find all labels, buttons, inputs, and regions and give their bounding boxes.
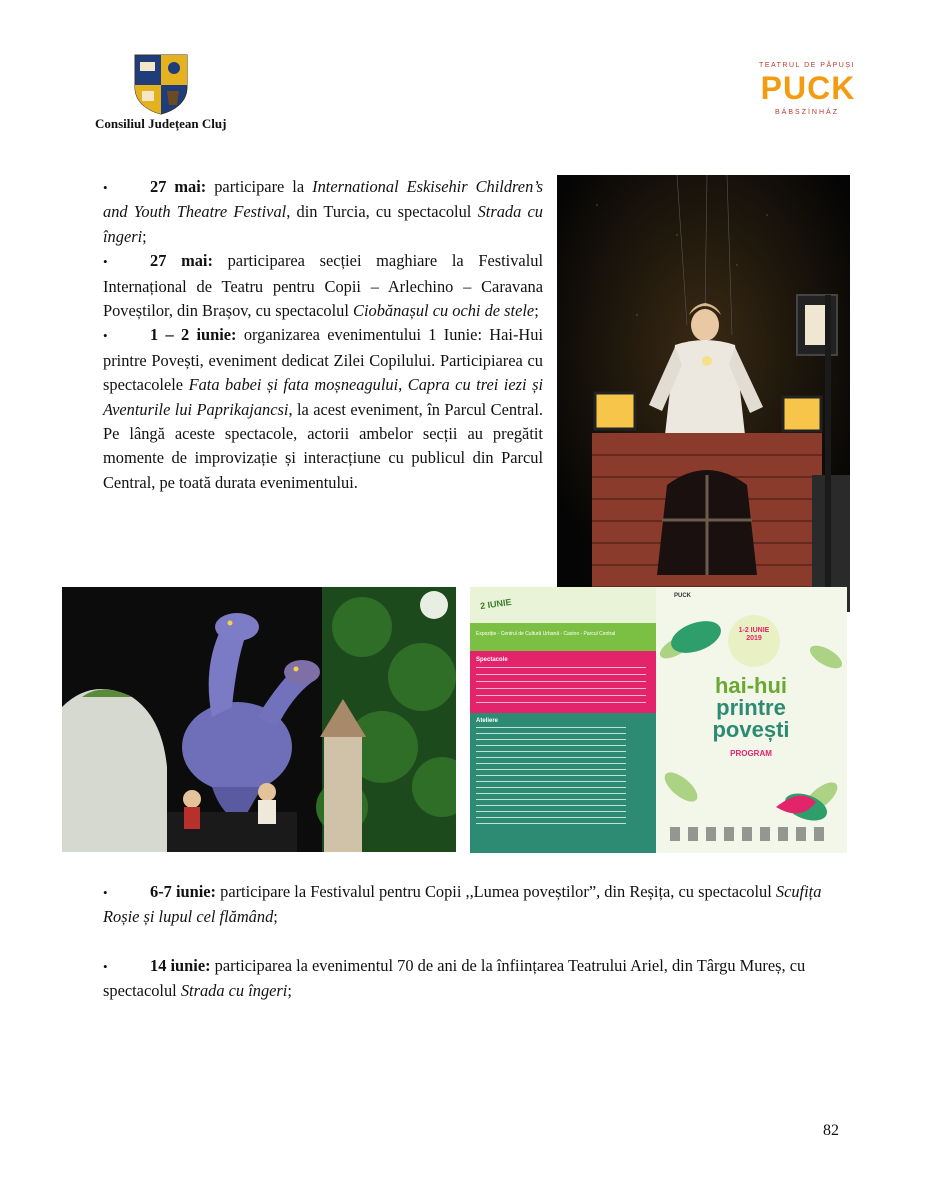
title-italic: Ciobănașul cu ochi de stele <box>353 301 535 321</box>
event-text: participare la Festivalul pentru Copii ,,Lumea poveștilor”, din Reșița, cu spectacolul <box>216 882 776 901</box>
title-italic: Scufița Roșie și lupul cel flămând <box>103 882 822 927</box>
poster-header-band <box>470 587 656 623</box>
council-name: Consiliul Județean Cluj <box>95 116 227 131</box>
event-text: organizarea evenimentului 1 Iunie: Hai-Hui printre Povești, eveniment dedicat Zilei Copilului. Participiarea cu spectacolele <box>103 325 544 395</box>
poster-shows-lines <box>476 667 646 707</box>
title-italic: Strada cu îngeri <box>180 981 288 1001</box>
poster-section-workshops: Ateliere <box>476 718 499 724</box>
logo-bottom-line: BÁBSZÍNHÁZ <box>775 109 839 116</box>
poster-sponsor-logos <box>670 827 830 841</box>
title-italic: International Eskisehir Children’s and Youth Theatre Festival <box>103 177 543 222</box>
poster-logo-word: PUCK <box>674 593 692 599</box>
poster-right-panel <box>656 587 847 853</box>
list-item <box>103 880 841 930</box>
bullet-icon: • <box>103 958 108 974</box>
poster-title-line-3: povești <box>712 717 790 742</box>
event-date: 27 mai: <box>150 177 207 196</box>
list-item <box>103 323 543 495</box>
event-date: 14 iunie: <box>150 955 211 975</box>
bullet-icon: • <box>103 328 108 344</box>
list-gap <box>103 930 841 954</box>
poster-expo-band <box>470 623 656 651</box>
event-text: ; <box>142 226 147 246</box>
event-date: 1 – 2 iunie: <box>150 325 237 345</box>
title-italic: Fata babei și fata moșneagului, Capra cu trei iezi și Aventurile lui Paprikajancsi <box>103 375 543 419</box>
poster-shows-band <box>470 651 656 713</box>
event-text: ; <box>534 301 539 321</box>
event-text: ; <box>273 907 278 927</box>
logo-word: PUCK <box>760 70 856 106</box>
event-program-poster <box>470 587 847 853</box>
poster-section-shows: Spectacole <box>476 657 508 663</box>
council-crest-logo <box>133 53 189 115</box>
poster-program-label: PROGRAM <box>730 749 772 758</box>
list-item <box>103 954 841 1004</box>
poster-date-badge: 1-2 IUNIE 2019 <box>738 627 770 642</box>
dragon-puppet-photo <box>62 587 456 852</box>
event-list-bottom <box>103 880 841 1004</box>
poster-workshops-band <box>470 713 656 853</box>
title-italic: Strada cu îngeri <box>103 202 543 246</box>
poster-workshop-lines <box>476 727 626 827</box>
logo-top-line: TEATRUL DE PĂPUȘI <box>759 62 855 69</box>
poster-title-line-1: hai-hui <box>714 673 788 698</box>
event-date: 6-7 iunie: <box>150 882 217 901</box>
list-item <box>103 175 543 249</box>
poster-section-expo: Expoziție - Centrul de Cultură Urbană - Casino - Parcul Central <box>476 631 616 637</box>
page-number: 82 <box>823 1122 839 1139</box>
event-text: , la acest eveniment, în Parcul Central. Pe lângă aceste spectacole, actorii ambelor secții au pregătit momente de improvizație și interacțiune cu publicul din Parcul Central, pe toată durata evenimentului. <box>103 399 543 492</box>
bullet-icon: • <box>103 254 108 270</box>
poster-date-tag: 2 IUNIE <box>479 596 513 612</box>
bullet-icon: • <box>103 180 108 195</box>
event-text: participare la <box>206 177 313 196</box>
marionette-stage-photo <box>557 175 850 612</box>
poster-title-line-2: printre <box>716 695 786 720</box>
event-list-top <box>103 175 543 495</box>
bullet-icon: • <box>103 885 108 900</box>
event-text: participarea la evenimentul 70 de ani de la înființarea Teatrului Ariel, din Târgu Mureș, cu spectacolul <box>103 955 806 1001</box>
list-item <box>103 249 543 323</box>
event-text: participarea secției maghiare la Festivalul Internațional de Teatru pentru Copii – Arlechino – Caravana Poveștilor, din Brașov, cu spectacolul <box>103 251 543 321</box>
puck-theatre-logo <box>752 62 862 122</box>
event-text: ; <box>287 981 292 1001</box>
event-date: 27 mai: <box>150 251 213 271</box>
event-text: , din Turcia, cu spectacolul <box>286 202 478 222</box>
